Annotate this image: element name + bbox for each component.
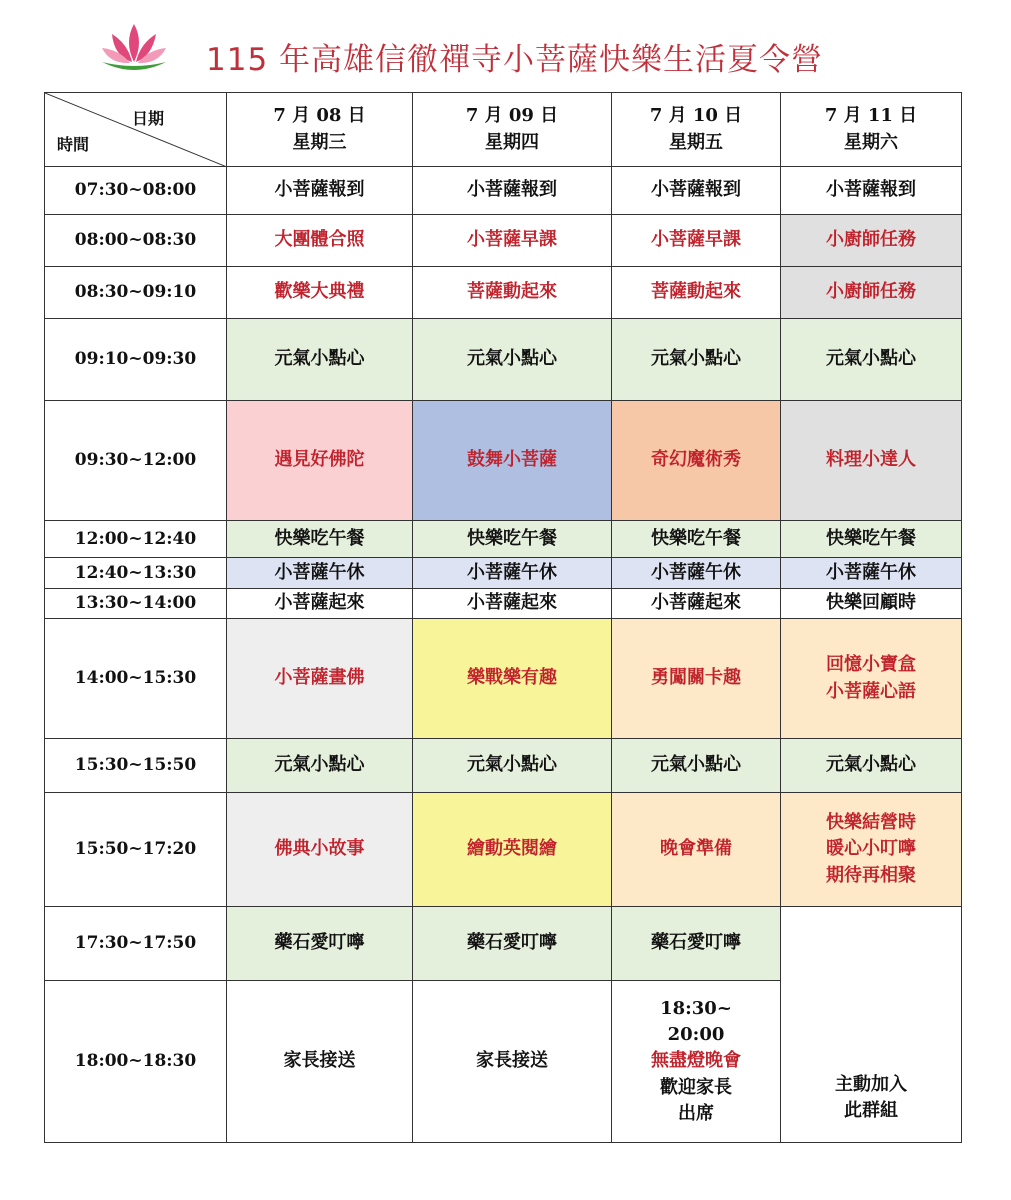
activity-cell: 料理小達人	[781, 401, 962, 521]
activity-line: 快樂結營時	[826, 812, 916, 834]
activity-line: 小菩薩心語	[826, 680, 916, 702]
corner-time-label: 時間	[57, 135, 90, 154]
activity-cell: 家長接送	[227, 981, 413, 1143]
event-time-end: 20:00	[667, 1024, 725, 1046]
activity-cell: 小菩薩畫佛	[227, 619, 413, 739]
activity-cell: 元氣小點心	[781, 739, 962, 793]
schedule-table	[44, 92, 962, 1143]
activity-cell: 勇闖關卡趣	[612, 619, 781, 739]
day-date: 7 月 10 日	[649, 105, 743, 127]
activity-cell: 藥石愛叮嚀	[413, 907, 612, 981]
event-title: 無盡燈晚會	[651, 1050, 741, 1072]
time-cell: 17:30~17:50	[45, 907, 227, 981]
group-join-line: 此群組	[844, 1099, 898, 1121]
schedule-row	[45, 793, 962, 907]
activity-cell: 奇幻魔術秀	[612, 401, 781, 521]
activity-cell: 鼓舞小菩薩	[413, 401, 612, 521]
activity-cell: 小菩薩起來	[413, 589, 612, 619]
activity-line: 暖心小叮嚀	[826, 838, 916, 860]
activity-cell: 樂戰樂有趣	[413, 619, 612, 739]
event-time-start: 18:30~	[660, 998, 732, 1020]
activity-cell: 小菩薩午休	[227, 558, 413, 589]
activity-cell: 元氣小點心	[413, 319, 612, 401]
schedule-row	[45, 267, 962, 319]
time-cell: 09:30~12:00	[45, 401, 227, 521]
activity-cell: 菩薩動起來	[413, 267, 612, 319]
activity-cell: 藥石愛叮嚀	[227, 907, 413, 981]
schedule-row	[45, 739, 962, 793]
evening-event-cell	[612, 981, 781, 1143]
group-join-cell	[781, 907, 962, 1143]
activity-cell: 快樂回顧時	[781, 589, 962, 619]
corner-date-label: 日期	[131, 109, 164, 128]
activity-cell: 晚會準備	[612, 793, 781, 907]
time-cell: 15:30~15:50	[45, 739, 227, 793]
day-weekday: 星期五	[669, 131, 723, 153]
schedule-row	[45, 521, 962, 558]
activity-cell: 小廚師任務	[781, 267, 962, 319]
activity-cell	[781, 793, 962, 907]
activity-cell: 小菩薩早課	[612, 215, 781, 267]
schedule-row	[45, 215, 962, 267]
day-date: 7 月 09 日	[465, 105, 559, 127]
activity-cell: 元氣小點心	[413, 739, 612, 793]
activity-cell: 元氣小點心	[612, 319, 781, 401]
activity-cell: 歡樂大典禮	[227, 267, 413, 319]
day-date: 7 月 11 日	[824, 105, 918, 127]
activity-cell: 菩薩動起來	[612, 267, 781, 319]
activity-cell: 元氣小點心	[612, 739, 781, 793]
schedule-row	[45, 401, 962, 521]
activity-cell: 小菩薩午休	[413, 558, 612, 589]
activity-cell: 快樂吃午餐	[781, 521, 962, 558]
activity-cell: 快樂吃午餐	[413, 521, 612, 558]
time-cell: 15:50~17:20	[45, 793, 227, 907]
activity-cell: 小菩薩報到	[781, 167, 962, 215]
page-title: 115 年高雄信徹禪寺小菩薩快樂生活夏令營	[206, 42, 824, 78]
time-cell: 09:10~09:30	[45, 319, 227, 401]
activity-cell: 小菩薩午休	[612, 558, 781, 589]
activity-cell: 小菩薩早課	[413, 215, 612, 267]
activity-cell: 元氣小點心	[781, 319, 962, 401]
event-note: 歡迎家長	[660, 1076, 732, 1098]
activity-cell: 遇見好佛陀	[227, 401, 413, 521]
day-header	[227, 93, 413, 167]
time-cell: 14:00~15:30	[45, 619, 227, 739]
day-header	[612, 93, 781, 167]
page-header	[0, 0, 1011, 92]
activity-cell: 小菩薩報到	[612, 167, 781, 215]
day-header	[781, 93, 962, 167]
schedule-row	[45, 319, 962, 401]
activity-cell: 元氣小點心	[227, 319, 413, 401]
activity-cell: 小菩薩報到	[413, 167, 612, 215]
corner-cell	[45, 93, 227, 167]
activity-cell: 繪動英閱繪	[413, 793, 612, 907]
time-cell: 07:30~08:00	[45, 167, 227, 215]
activity-cell: 小菩薩起來	[612, 589, 781, 619]
day-weekday: 星期四	[485, 131, 539, 153]
schedule-row	[45, 558, 962, 589]
activity-line: 回憶小寶盒	[826, 654, 916, 676]
activity-cell: 小廚師任務	[781, 215, 962, 267]
time-cell: 12:40~13:30	[45, 558, 227, 589]
time-cell: 08:00~08:30	[45, 215, 227, 267]
activity-cell: 小菩薩起來	[227, 589, 413, 619]
activity-cell: 藥石愛叮嚀	[612, 907, 781, 981]
time-cell: 13:30~14:00	[45, 589, 227, 619]
group-join-line: 主動加入	[835, 1073, 907, 1095]
activity-cell: 家長接送	[413, 981, 612, 1143]
header-row	[45, 93, 962, 167]
activity-cell: 小菩薩午休	[781, 558, 962, 589]
schedule-row	[45, 619, 962, 739]
schedule-row	[45, 589, 962, 619]
day-header	[413, 93, 612, 167]
activity-cell: 快樂吃午餐	[612, 521, 781, 558]
schedule-row	[45, 167, 962, 215]
day-weekday: 星期三	[292, 131, 347, 153]
time-cell: 08:30~09:10	[45, 267, 227, 319]
time-cell: 18:00~18:30	[45, 981, 227, 1143]
schedule-row	[45, 907, 962, 981]
activity-cell: 大團體合照	[227, 215, 413, 267]
day-weekday: 星期六	[844, 131, 898, 153]
time-cell: 12:00~12:40	[45, 521, 227, 558]
day-date: 7 月 08 日	[273, 105, 366, 127]
activity-cell: 快樂吃午餐	[227, 521, 413, 558]
activity-cell: 元氣小點心	[227, 739, 413, 793]
activity-cell: 佛典小故事	[227, 793, 413, 907]
activity-line: 期待再相聚	[826, 864, 916, 886]
activity-cell	[781, 619, 962, 739]
activity-cell: 小菩薩報到	[227, 167, 413, 215]
lotus-icon	[98, 18, 170, 76]
event-note: 出席	[678, 1102, 714, 1124]
